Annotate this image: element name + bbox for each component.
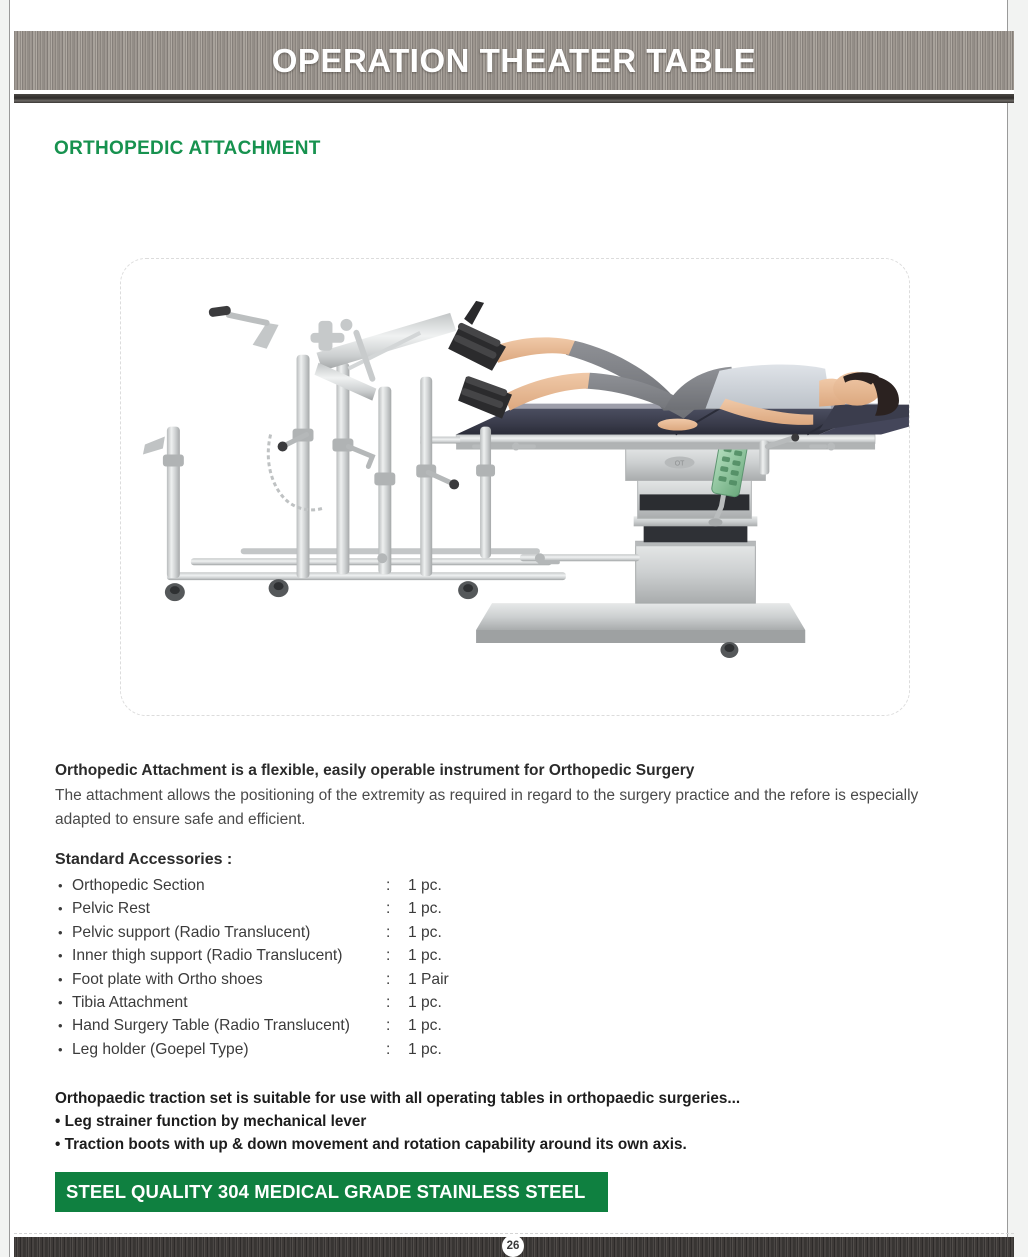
accessory-bullet-icon: • (58, 1041, 63, 1057)
accessory-row (58, 921, 528, 944)
accessory-quantity: 1 pc. (408, 900, 442, 918)
accessory-separator: : (386, 923, 391, 941)
accessory-row (58, 1038, 528, 1061)
accessory-separator: : (386, 877, 391, 894)
accessory-bullet-icon: • (58, 994, 63, 1010)
accessory-quantity: 1 Pair (408, 970, 449, 988)
accessory-separator: : (386, 1040, 391, 1058)
accessories-list (58, 874, 528, 1061)
page-header-banner (14, 31, 1014, 90)
page-number-badge: 26 (502, 1235, 524, 1257)
accessory-row (58, 897, 528, 920)
accessory-bullet-icon: • (58, 924, 63, 940)
accessory-label: Foot plate with Ortho shoes (72, 970, 263, 988)
accessory-row (58, 874, 528, 897)
accessory-quantity: 1 pc. (408, 923, 442, 941)
accessory-label: Pelvic support (Radio Translucent) (72, 923, 311, 941)
accessory-bullet-icon: • (58, 878, 63, 893)
accessory-row (58, 1014, 528, 1037)
table-column (626, 445, 766, 604)
accessory-label: Leg holder (Goepel Type) (72, 1040, 249, 1058)
accessory-separator: : (386, 993, 391, 1011)
accessory-label: Tibia Attachment (72, 993, 188, 1011)
traction-line: Orthopaedic traction set is suitable for use with all operating tables in orthopaedic surgeries... (55, 1090, 741, 1107)
svg-text:OT: OT (674, 460, 685, 468)
steel-quality-banner (55, 1172, 608, 1212)
product-image-panel (120, 258, 910, 716)
accessory-label: Pelvic Rest (72, 900, 150, 918)
accessory-separator: : (386, 970, 391, 988)
accessory-bullet-icon: • (58, 948, 63, 964)
accessory-quantity: 1 pc. (408, 947, 442, 965)
accessory-separator: : (386, 947, 391, 965)
accessory-label: Orthopedic Section (72, 877, 205, 894)
intro-paragraph: The attachment allows the positioning of the extremity as required in regard to the surgery practice and the refore is especially adapted to ensure safe and efficient. (55, 787, 919, 828)
accessory-row (58, 944, 528, 967)
accessories-title: Standard Accessories : (55, 851, 233, 868)
accessory-bullet-icon: • (58, 971, 63, 987)
orthopedic-attachment-photo (121, 259, 909, 716)
page-title: OPERATION THEATER TABLE (271, 41, 757, 79)
accessory-separator: : (386, 1017, 391, 1035)
accessory-quantity: 1 pc. (408, 993, 442, 1011)
accessory-quantity: 1 pc. (408, 1017, 442, 1035)
accessory-label: Inner thigh support (Radio Translucent) (72, 947, 343, 965)
intro-block (55, 760, 975, 831)
accessory-bullet-icon: • (58, 1018, 63, 1034)
accessory-row (58, 968, 528, 991)
accessory-quantity: 1 pc. (408, 877, 442, 894)
traction-line: • Leg strainer function by mechanical lever (55, 1112, 367, 1130)
accessory-separator: : (386, 900, 391, 918)
header-dark-rule (14, 94, 1014, 103)
accessory-row (58, 991, 528, 1014)
accessory-label: Hand Surgery Table (Radio Translucent) (72, 1017, 350, 1035)
section-heading: ORTHOPEDIC ATTACHMENT (54, 138, 321, 159)
traction-block (55, 1088, 955, 1157)
traction-line: • Traction boots with up & down movement and rotation capability around its own axis. (55, 1135, 687, 1153)
intro-bold-line: Orthopedic Attachment is a flexible, easily operable instrument for Orthopedic Surgery (55, 762, 695, 779)
accessory-quantity: 1 pc. (408, 1040, 442, 1058)
steel-quality-text: STEEL QUALITY 304 MEDICAL GRADE STAINLESS STEEL (66, 1181, 586, 1202)
accessory-bullet-icon: • (58, 901, 63, 917)
